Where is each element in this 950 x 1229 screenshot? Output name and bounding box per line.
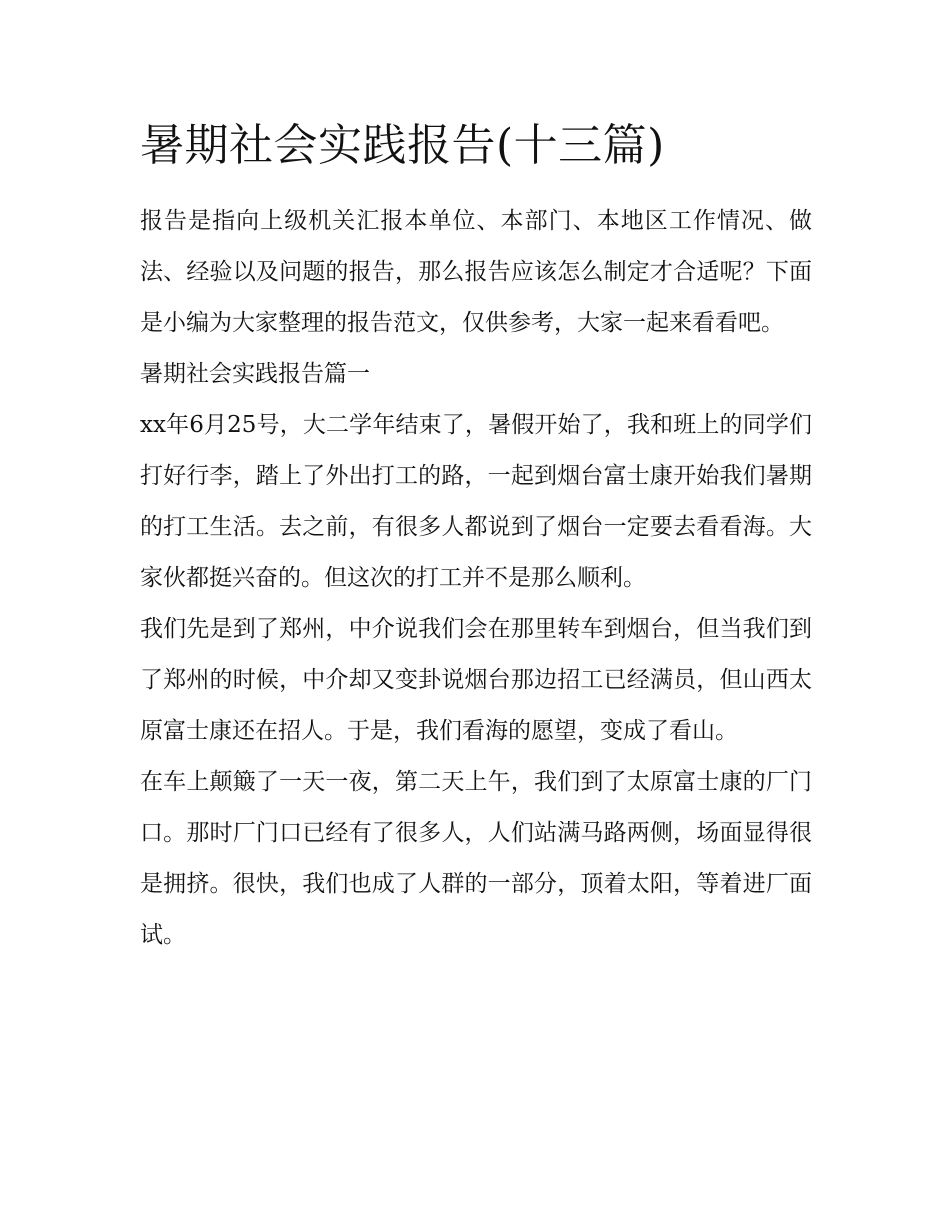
document-title: 暑期社会实践报告(十三篇) xyxy=(140,120,665,171)
intro-paragraph: 报告是指向上级机关汇报本单位、本部门、本地区工作情况、做法、经验以及问题的报告，那么报告应该怎么制定才合适呢？下面是小编为大家整理的报告范文，仅供参考，大家一起来看看吧。 xyxy=(140,208,812,336)
body-paragraph: xx年6月25号，大二学年结束了，暑假开始了，我和班上的同学们打好行李，踏上了外出打工的路，一起到烟台富士康开始我们暑期的打工生活。去之前，有很多人都说到了烟台一定要去看看海。大家伙都挺兴奋的。但这次的打工并不是那么顺利。 xyxy=(140,412,812,591)
section-heading: 暑期社会实践报告篇一 xyxy=(140,361,370,387)
body-paragraph: 我们先是到了郑州，中介说我们会在那里转车到烟台，但当我们到了郑州的时候，中介却又变卦说烟台那边招工已经满员，但山西太原富士康还在招人。于是，我们看海的愿望，变成了看山。 xyxy=(140,616,812,744)
document-body xyxy=(140,196,812,961)
body-paragraph: 在车上颠簸了一天一夜，第二天上午，我们到了太原富士康的厂门口。那时厂门口已经有了很多人，人们站满马路两侧，场面显得很是拥挤。很快，我们也成了人群的一部分，顶着太阳，等着进厂面试。 xyxy=(140,769,812,948)
